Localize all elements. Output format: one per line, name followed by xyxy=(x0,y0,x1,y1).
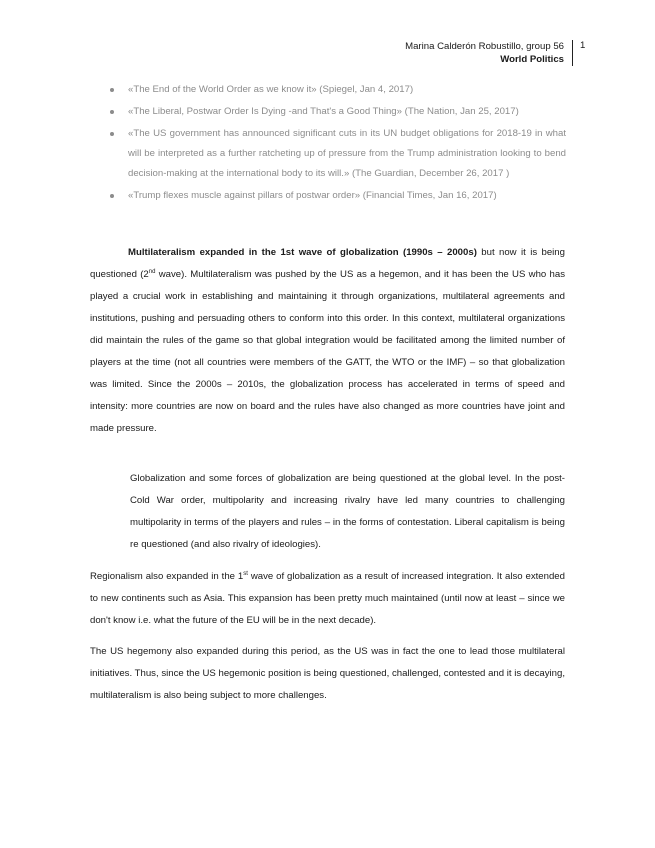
paragraph-text: but now it is being questioned (2 xyxy=(90,247,565,280)
paragraph-lead: Multilateralism expanded in the 1st wave of globalization (1990s – 2000s) xyxy=(128,247,477,258)
bullet-icon xyxy=(110,88,114,92)
paragraph-text: wave). Multilateralism was pushed by the US as a hegemon, and it has been the US who has played a crucial work in establishing and maintaining it through organizations, multilateral agreements and institutions, pushing and persuading others to conform into this order. In this context, multilateral organizations did maintain the rules of the game so that global integration would be facilitated among the limited number of players at the time (not all countries were members of the GATT, the WTO or the IMF) – so that globalization was limited. Since the 2000s – 2010s, the globalization process has accelerated in terms of speed and intensity: more countries are now on board and the rules have also changed as more countries have joint and made pressure. xyxy=(90,269,566,434)
paragraph-text: Regionalism also expanded in the 1 xyxy=(90,571,244,582)
headline-list xyxy=(106,80,566,208)
paragraph-multilateralism xyxy=(90,242,565,440)
list-item xyxy=(106,124,566,184)
list-item xyxy=(106,186,566,206)
course-title: World Politics xyxy=(500,54,564,65)
list-item xyxy=(106,80,566,100)
headline-text: «The Liberal, Postwar Order Is Dying -and That's a Good Thing» xyxy=(128,106,402,117)
author-line: Marina Calderón Robustillo, group 56 xyxy=(405,41,564,52)
headline-text: «Trump flexes muscle against pillars of postwar order» xyxy=(128,190,361,201)
bullet-icon xyxy=(110,194,114,198)
headline-source: (The Guardian, December 26, 2017 ) xyxy=(351,168,510,179)
page-number: 1 xyxy=(580,40,586,51)
superscript: st xyxy=(243,570,248,577)
bullet-icon xyxy=(110,132,114,136)
headline-source: (Spiegel, Jan 4, 2017) xyxy=(319,84,414,95)
headline-text: «The End of the World Order as we know it» xyxy=(128,84,317,95)
headline-text: «The US government has announced significant cuts in its UN budget obligations for 2018-19 in what will be interpreted as a further ratcheting up of pressure from the Trump administration looking to bend decision-making at the international body to its will.» xyxy=(128,128,566,179)
paragraph-text: wave of globalization as a result of increased integration. It also extended to new continents such as Asia. This expansion has been pretty much maintained (until now at least – since we don't know i.e. what the future of the EU will be in the next decade). xyxy=(90,571,565,626)
bullet-icon xyxy=(110,110,114,114)
headline-source: (The Nation, Jan 25, 2017) xyxy=(404,106,519,117)
headline-source: (Financial Times, Jan 16, 2017) xyxy=(362,190,497,201)
page-header xyxy=(405,40,573,66)
superscript: nd xyxy=(148,268,156,275)
paragraph-hegemony: The US hegemony also expanded during this period, as the US was in fact the one to lead those multilateral initiatives. Thus, since the US hegemonic position is being questioned, challenged, contested and it is decaying, multilateralism is also being subject to more challenges. xyxy=(90,646,565,701)
list-item xyxy=(106,102,566,122)
block-quote: Globalization and some forces of globalization are being questioned at the global level. In the post-Cold War order, multipolarity and increasing rivalry have led many countries to challenging multipolarity in terms of the players and rules – in the forms of contestation. Liberal capitalism is being re questioned (and also rivalry of ideologies). xyxy=(130,473,565,550)
paragraph-regionalism xyxy=(90,566,565,632)
